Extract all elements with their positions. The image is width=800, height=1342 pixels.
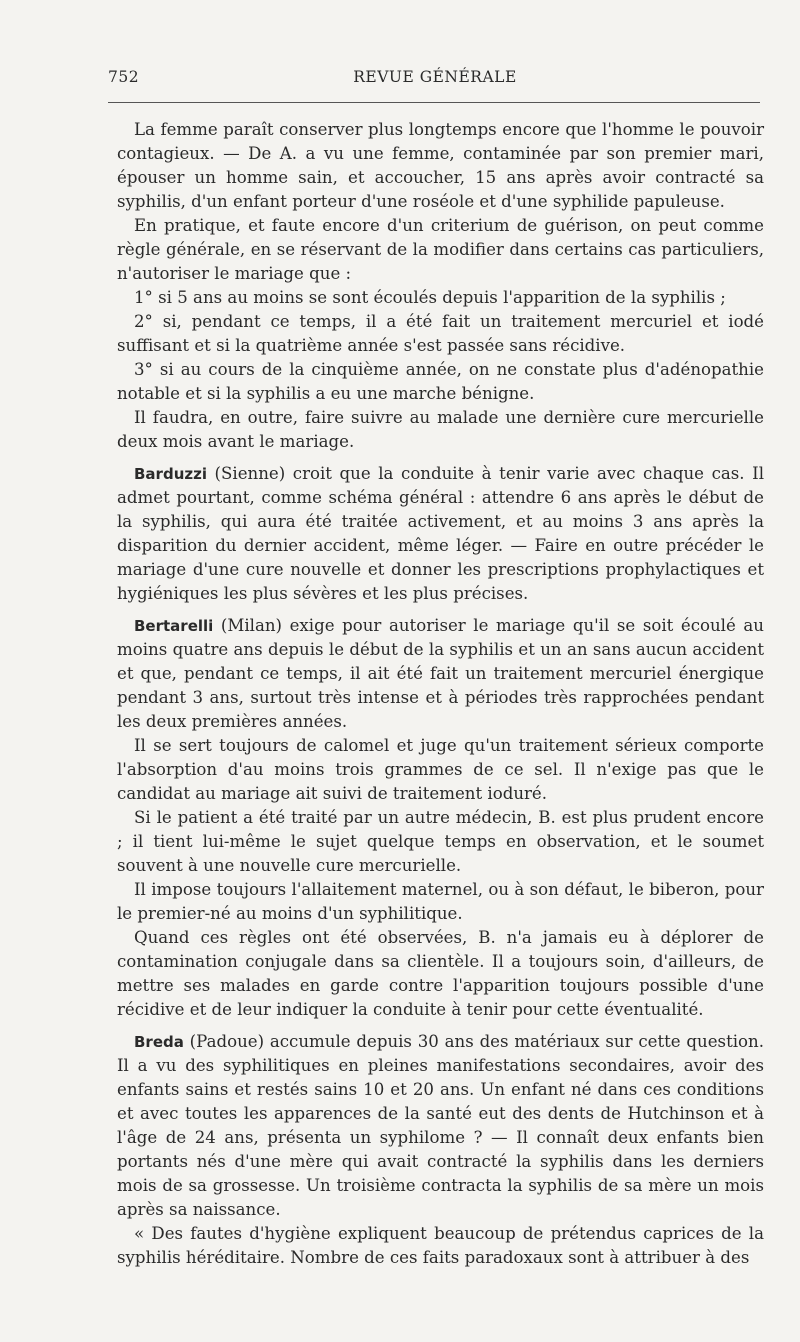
paragraph: 2° si, pendant ce temps, il a été fait un traitement mercuriel et iodé suffisant et si la quatrième année s'est passée sans récidive. <box>117 312 764 355</box>
author-name: Bertarelli <box>134 617 214 635</box>
paragraph: « Des fautes d'hygiène expliquent beaucoup de prétendus caprices de la syphilis héréditaire. Nombre de ces faits paradoxaux sont à attribuer à des <box>117 1224 764 1267</box>
header-rule <box>108 102 760 103</box>
paragraph: Bertarelli (Milan) exige pour autoriser le mariage qu'il se soit écoulé au moins quatre ans depuis le début de la syphilis et un an sans aucun accident et que, pendant ce temps, il ait été fait un traitement mercuriel énergique pendant 3 ans, surtout très intense et à périodes très rapprochées pendant les deux premières années. <box>117 616 764 731</box>
paragraph: En pratique, et faute encore d'un criterium de guérison, on peut comme règle générale, en se réservant de la modifier dans certains cas particuliers, n'autoriser le mariage que : <box>117 216 764 283</box>
paragraph: Il se sert toujours de calomel et juge qu'un traitement sérieux comporte l'absorption d'au moins trois grammes de ce sel. Il n'exige pas que le candidat au mariage ait suivi de traitement ioduré. <box>117 736 764 803</box>
paragraph: Si le patient a été traité par un autre médecin, B. est plus prudent encore ; il tient lui-même le sujet quelque temps en observation, et le soumet souvent à une nouvelle cure mercurielle. <box>117 808 764 875</box>
paragraph: 1° si 5 ans au moins se sont écoulés depuis l'apparition de la syphilis ; <box>134 288 726 307</box>
paragraph: Breda (Padoue) accumule depuis 30 ans des matériaux sur cette question. Il a vu des syphilitiques en pleines manifestations secondaires, avoir des enfants sains et restés sains 10 et 20 ans. Un enfant né dans ces conditions et avec toutes les apparences de la santé eut des dents de Hutchinson et à l'âge de 24 ans, présenta un syphilome ? — Il connaît deux enfants bien portants nés d'une mère qui avait contracté la syphilis dans les derniers mois de sa grossesse. Un troisième contracta la syphilis de sa mère un mois après sa naissance. <box>117 1032 764 1219</box>
paragraph: 3° si au cours de la cinquième année, on ne constate plus d'adénopathie notable et si la syphilis a eu une marche bénigne. <box>117 360 764 403</box>
paragraph: Barduzzi (Sienne) croit que la conduite à tenir varie avec chaque cas. Il admet pourtant, comme schéma général : attendre 6 ans après le début de la syphilis, qui aura été traitée activement, et au moins 3 ans après la disparition du dernier accident, même léger. — Faire en outre précéder le mariage d'une cure nouvelle et donner les prescriptions prophylactiques et hygiéniques les plus sévères et les plus précises. <box>117 464 764 603</box>
author-name: Barduzzi <box>134 465 207 483</box>
article-body <box>117 118 764 1270</box>
author-name: Breda <box>134 1033 184 1051</box>
paragraph: Quand ces règles ont été observées, B. n'a jamais eu à déplorer de contamination conjugale dans sa clientèle. Il a toujours soin, d'ailleurs, de mettre ses malades en garde contre l'apparition toujours possible d'une récidive et de leur indiquer la conduite à tenir pour cette éventualité. <box>117 928 764 1019</box>
page-header <box>108 68 762 90</box>
paragraph: Il faudra, en outre, faire suivre au malade une dernière cure mercurielle deux mois avant le mariage. <box>117 408 764 451</box>
page-number: 752 <box>108 68 140 86</box>
running-title: REVUE GÉNÉRALE <box>353 68 517 86</box>
paragraph: Il impose toujours l'allaitement maternel, ou à son défaut, le biberon, pour le premier-né au moins d'un syphilitique. <box>117 880 764 923</box>
paragraph: La femme paraît conserver plus longtemps encore que l'homme le pouvoir contagieux. — De A. a vu une femme, contaminée par son premier mari, épouser un homme sain, et accoucher, 15 ans après avoir contracté sa syphilis, d'un enfant porteur d'une roséole et d'une syphilide papuleuse. <box>117 120 764 211</box>
